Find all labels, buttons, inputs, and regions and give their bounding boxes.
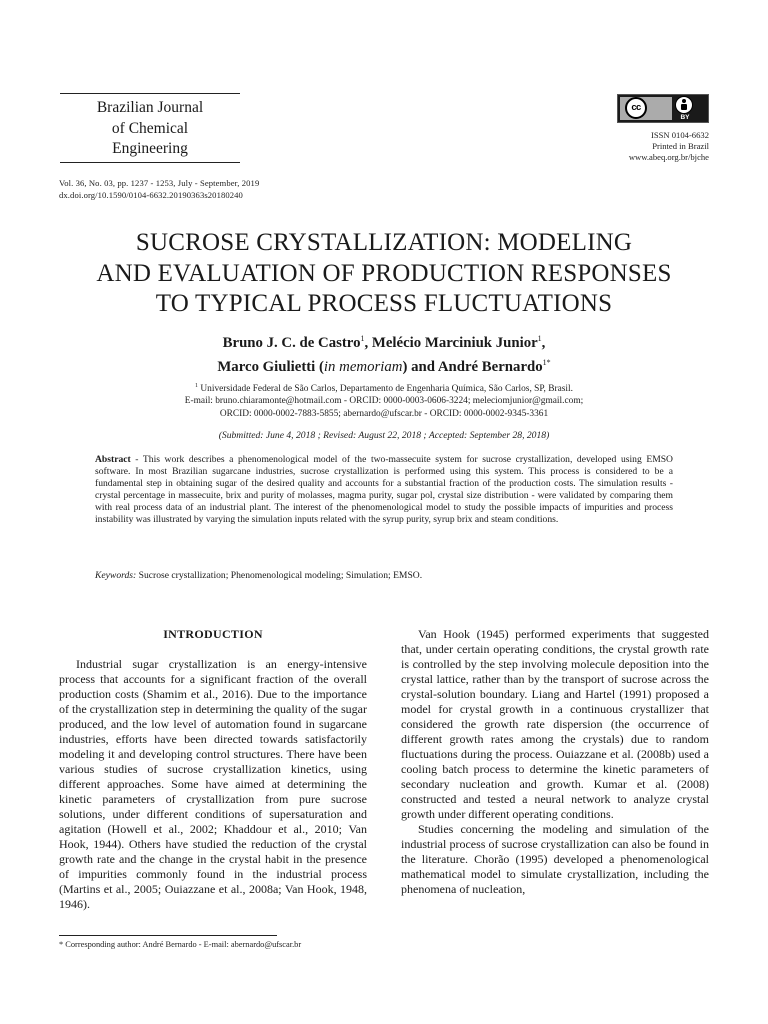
printed-in: Printed in Brazil <box>652 141 709 152</box>
doi-line[interactable]: dx.doi.org/10.1590/0104-6632.20190363s20180240 <box>59 190 243 200</box>
by-label: BY <box>680 114 690 121</box>
affiliation-line-2: E-mail: bruno.chiaramonte@hotmail.com - ORCID: 0000-0003-0606-3224; meleciomjunior@gmail.com; <box>184 396 584 407</box>
journal-bottom-rule <box>60 162 240 163</box>
journal-url[interactable]: www.abeq.org.br/bjche <box>628 152 709 163</box>
title-line-2: AND EVALUATION OF PRODUCTION RESPONSES <box>96 259 672 287</box>
keywords-label: Keywords: <box>95 570 137 581</box>
author-4: André Bernardo <box>437 358 543 375</box>
creative-commons-icon: cc <box>625 97 647 119</box>
affiliation-line-1: Universidade Federal de São Carlos, Departamento de Engenharia Química, São Carlos, SP, Brasil. <box>200 384 573 395</box>
keywords-text: Sucrose crystallization; Phenomenological modeling; Simulation; EMSO. <box>136 570 423 581</box>
footnote-rule <box>59 935 277 936</box>
body-paragraph: Van Hook (1945) performed experiments that suggested that, under certain operating conditions, the crystal growth rate is controlled by the step involving molecule deposition into the crystal lattice, rather than by the transport of sucrose across the crystal-solution boundary. Liang and Hartel (1991) proposed a model for crystal growth in a continuous crystallizer that considered the growth rate dispersion (the occurrence of different growth rates among the crystals) due to random fluctuations during the process. Ouiazzane et al. (2008b) used a cooling batch process to determine the kinetic parameters of secondary nucleation and growth. Kumar et al. (2008) constructed and tested a neural network to analyze crystal growth under different operating conditions. <box>401 627 709 821</box>
author-list: Bruno J. C. de Castro$^1$, Melécio Marciniuk Junior$^1$, Marco Giulietti (in memoriam) and André Bernardo$^{1*}$ <box>217 334 551 375</box>
cc-by-license-badge[interactable] <box>617 94 709 123</box>
abstract-label: Abstract <box>95 454 131 465</box>
title-line-3: TO TYPICAL PROCESS FLUCTUATIONS <box>155 290 613 317</box>
right-column <box>401 627 709 897</box>
abstract-text: - This work describes a phenomenological model of the two-massecuite system for sucrose crystallization, developed using EMSO software. In most Brazilian sugarcane industries, sucrose crystallization is performed using this system. This process is considered to be a fundamental step in obtaining sugar of the desired quality and accounts for a substantial fraction of the production costs. The simulation results - crystal percentage in massecuite, brix and purity of molasses, magma purity, sugar pol, crystal size distribution - were validated by comparing them with real process data of an industrial plant. The interest of the phenomenological model to study the possible impacts of impurities and process instability was illustrated by varying the simulation inputs related with the syrup purity, syrup brix and steam conditions. <box>95 454 673 526</box>
journal-top-rule <box>60 93 240 94</box>
affiliation: $^1$ Universidade Federal de São Carlos, Departamento de Engenharia Química, São Carlos, SP, Brasil. E-mail: bruno.chiaramonte@hotmail.com - ORCID: 0000-0003-0606-3224; meleciomjunior@gmail.com; ORCID: 0000-0002-7883-5855; abernardo@ufscar.br - ORCID: 0000-0002-9345-3361 <box>80 380 688 420</box>
abstract <box>95 454 673 527</box>
journal-name-line-3: Engineering <box>112 140 188 157</box>
body-paragraph: Studies concerning the modeling and simulation of the industrial process of sucrose crystallization can also be found in the literature. Chorão (1995) developed a phenomenological mathematical model to simulate crystallization, including the phenomena of nucleation, <box>401 822 709 896</box>
author-1: Bruno J. C. de Castro <box>222 334 361 351</box>
issn: ISSN 0104-6632 <box>650 130 709 140</box>
author-2: Melécio Marciniuk Junior <box>371 334 538 351</box>
author-3: Marco Giulietti <box>217 358 316 375</box>
issn-block <box>629 130 709 164</box>
keywords <box>95 570 673 582</box>
attribution-person-icon <box>675 96 693 114</box>
volume-line: Vol. 36, No. 03, pp. 1237 - 1253, July - September, 2019 <box>59 178 260 188</box>
body-paragraph: Industrial sugar crystallization is an energy-intensive process that accounts for a significant fraction of the overall production costs (Shamim et al., 2016). Due to the importance of the crystallization step in determining the quality of the sugar produced, and the low level of automation found in sugarcane industries, efforts have been directed towards satisfactorily modeling it and developing control structures. There have been various studies of sucrose crystallization kinetics, using different approaches. Some have aimed at determining the kinetic parameters of crystallization from pure sucrose solutions, under different conditions of supersaturation and agitation (Howell et al., 2002; Khaddour et al., 2010; Van Hook, 1944). Others have studied the reduction of the crystal growth rate and the change in the crystal habit in the presence of impurities commonly found in the industrial process (Martins et al., 2005; Ouiazzane et al., 2008a; Van Hook, 1948, 1946). <box>59 657 367 911</box>
corresponding-author-footnote: * Corresponding author: André Bernardo - E-mail: abernardo@ufscar.br <box>59 940 302 949</box>
paper-title <box>40 228 728 320</box>
title-line-1: SUCROSE CRYSTALLIZATION: MODELING <box>135 229 633 256</box>
submission-dates: (Submitted: June 4, 2018 ; Revised: August 22, 2018 ; Accepted: September 28, 2018) <box>218 430 550 441</box>
journal-name <box>60 98 240 160</box>
introduction-heading: INTRODUCTION <box>163 627 263 641</box>
journal-name-line-1: Brazilian Journal <box>96 99 204 116</box>
in-memoriam-note: in memoriam <box>323 358 403 375</box>
journal-name-line-2: of Chemical <box>111 119 189 137</box>
left-column <box>59 657 367 912</box>
affiliation-line-3: ORCID: 0000-0002-7883-5855; abernardo@ufscar.br - ORCID: 0000-0002-9345-3361 <box>219 408 549 419</box>
